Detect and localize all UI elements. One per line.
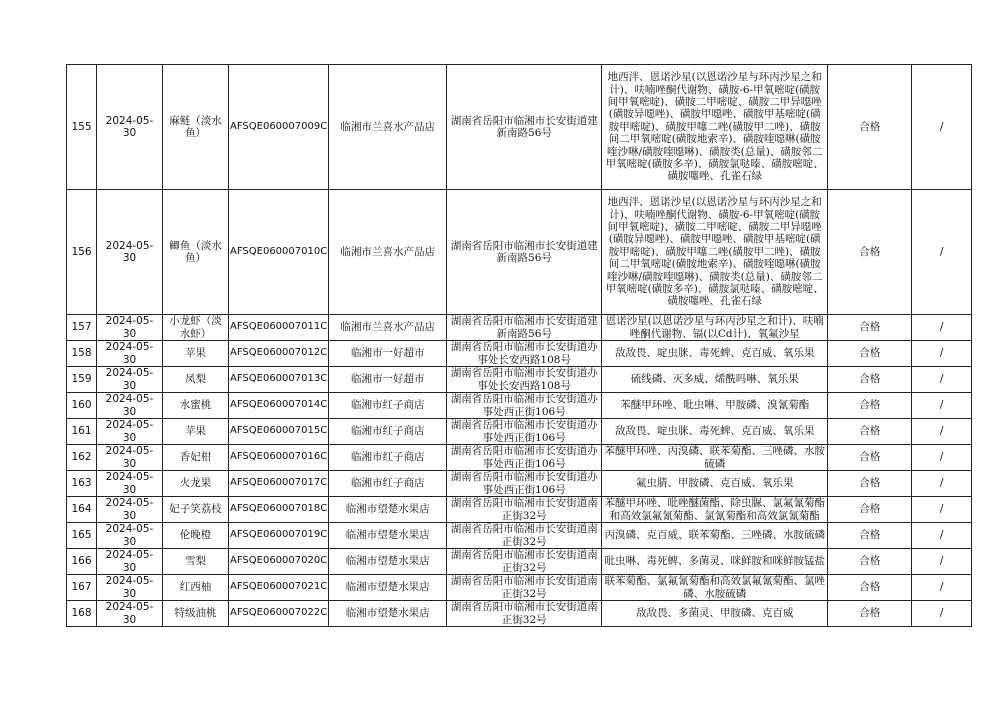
sample-code: AFSQE060007016C <box>229 445 329 471</box>
store-name: 临湘市一好超市 <box>329 367 447 393</box>
table-row <box>67 367 972 393</box>
table-row <box>67 190 972 315</box>
test-items: 硫线磷、灭多威、烯酰吗啉、氧乐果 <box>602 367 828 393</box>
test-result: 合格 <box>828 341 912 367</box>
store-address: 湖南省岳阳市临湘市长安街道建新南路56号 <box>447 315 602 341</box>
test-items: 氟虫腈、甲胺磷、克百威、氧乐果 <box>602 471 828 497</box>
row-number: 165 <box>67 523 97 549</box>
sample-code: AFSQE060007009C <box>229 65 329 190</box>
sampling-date: 2024-05-30 <box>97 419 163 445</box>
remark: / <box>912 471 972 497</box>
row-number: 157 <box>67 315 97 341</box>
remark: / <box>912 315 972 341</box>
table-row <box>67 575 972 601</box>
store-address: 湖南省岳阳市临湘市长安街道南正街32号 <box>447 523 602 549</box>
product-name: 麻鲢（淡水鱼） <box>163 65 229 190</box>
product-name: 香妃柑 <box>163 445 229 471</box>
sampling-date: 2024-05-30 <box>97 445 163 471</box>
table-body <box>67 65 972 627</box>
test-result: 合格 <box>828 549 912 575</box>
sample-code: AFSQE060007011C <box>229 315 329 341</box>
table-row <box>67 419 972 445</box>
sample-code: AFSQE060007012C <box>229 341 329 367</box>
store-address: 湖南省岳阳市临湘市长安街道办事处西正街106号 <box>447 393 602 419</box>
store-address: 湖南省岳阳市临湘市长安街道办事处西正街106号 <box>447 445 602 471</box>
store-name: 临湘市红子商店 <box>329 445 447 471</box>
sampling-date: 2024-05-30 <box>97 393 163 419</box>
test-result: 合格 <box>828 471 912 497</box>
store-address: 湖南省岳阳市临湘市长安街道办事处西正街106号 <box>447 419 602 445</box>
test-result: 合格 <box>828 601 912 627</box>
product-name: 苹果 <box>163 341 229 367</box>
test-items: 敌敌畏、多菌灵、甲胺磷、克百威 <box>602 601 828 627</box>
store-name: 临湘市兰喜水产品店 <box>329 315 447 341</box>
sample-code: AFSQE060007015C <box>229 419 329 445</box>
remark: / <box>912 419 972 445</box>
sample-code: AFSQE060007019C <box>229 523 329 549</box>
test-items: 恩诺沙星(以恩诺沙星与环丙沙星之和计)、呋喃唑酮代谢物、镉(以Cd计)、氧氟沙星 <box>602 315 828 341</box>
remark: / <box>912 445 972 471</box>
row-number: 161 <box>67 419 97 445</box>
test-result: 合格 <box>828 367 912 393</box>
test-items: 地西泮、恩诺沙星(以恩诺沙星与环丙沙星之和计)、呋喃唑酮代谢物、磺胺-6-甲氧嘧啶(磺胺间甲氧嘧啶)、磺胺二甲嘧啶、磺胺二甲异噁唑(磺胺异噁唑)、磺胺甲噁唑、磺胺甲基嘧啶(磺胺甲嘧啶)、磺胺甲噻二唑(磺胺甲二唑)、磺胺间二甲氧嘧啶(磺胺地索辛)、磺胺喹噁啉(磺胺喹沙啉/磺胺喹噁啉)、磺胺类(总量)、磺胺邻二甲氧嘧啶(磺胺多辛)、磺胺氯哒嗪、磺胺嘧啶、磺胺噻唑、孔雀石绿 <box>602 65 828 190</box>
row-number: 163 <box>67 471 97 497</box>
remark: / <box>912 190 972 315</box>
product-name: 雪梨 <box>163 549 229 575</box>
product-name: 水蜜桃 <box>163 393 229 419</box>
sampling-date: 2024-05-30 <box>97 367 163 393</box>
test-items: 联苯菊酯、氯氟氰菊酯和高效氯氟氰菊酯、氯唑磷、水胺硫磷 <box>602 575 828 601</box>
store-address: 湖南省岳阳市临湘市长安街道建新南路56号 <box>447 190 602 315</box>
test-result: 合格 <box>828 190 912 315</box>
sample-code: AFSQE060007018C <box>229 497 329 523</box>
remark: / <box>912 549 972 575</box>
store-address: 湖南省岳阳市临湘市长安街道南正街32号 <box>447 497 602 523</box>
remark: / <box>912 601 972 627</box>
row-number: 167 <box>67 575 97 601</box>
test-items: 敌敌畏、啶虫脒、毒死蜱、克百威、氧乐果 <box>602 341 828 367</box>
product-name: 伦晚橙 <box>163 523 229 549</box>
store-address: 湖南省岳阳市临湘市长安街道南正街32号 <box>447 601 602 627</box>
sampling-date: 2024-05-30 <box>97 315 163 341</box>
store-address: 湖南省岳阳市临湘市长安街道办事处长安西路108号 <box>447 367 602 393</box>
test-result: 合格 <box>828 393 912 419</box>
test-items: 丙溴磷、克百威、联苯菊酯、三唑磷、水胺硫磷 <box>602 523 828 549</box>
store-address: 湖南省岳阳市临湘市长安街道办事处西正街106号 <box>447 471 602 497</box>
product-name: 妃子笑荔枝 <box>163 497 229 523</box>
sampling-date: 2024-05-30 <box>97 601 163 627</box>
test-result: 合格 <box>828 315 912 341</box>
test-items: 吡虫啉、毒死蜱、多菌灵、咪鲜胺和咪鲜胺锰盐 <box>602 549 828 575</box>
store-name: 临湘市望楚水果店 <box>329 549 447 575</box>
test-result: 合格 <box>828 575 912 601</box>
remark: / <box>912 393 972 419</box>
product-name: 火龙果 <box>163 471 229 497</box>
product-name: 鲫鱼（淡水鱼） <box>163 190 229 315</box>
table-row <box>67 523 972 549</box>
store-name: 临湘市望楚水果店 <box>329 523 447 549</box>
inspection-results-table <box>66 64 972 627</box>
test-items: 苯醚甲环唑、吡虫啉、甲胺磷、溴氰菊酯 <box>602 393 828 419</box>
test-items: 敌敌畏、啶虫脒、毒死蜱、克百威、氧乐果 <box>602 419 828 445</box>
product-name: 特级油桃 <box>163 601 229 627</box>
remark: / <box>912 497 972 523</box>
row-number: 160 <box>67 393 97 419</box>
store-address: 湖南省岳阳市临湘市长安街道建新南路56号 <box>447 65 602 190</box>
table-row <box>67 65 972 190</box>
store-address: 湖南省岳阳市临湘市长安街道办事处长安西路108号 <box>447 341 602 367</box>
row-number: 168 <box>67 601 97 627</box>
test-result: 合格 <box>828 497 912 523</box>
test-items: 苯醚甲环唑、丙溴磷、联苯菊酯、三唑磷、水胺硫磷 <box>602 445 828 471</box>
remark: / <box>912 575 972 601</box>
sampling-date: 2024-05-30 <box>97 497 163 523</box>
store-address: 湖南省岳阳市临湘市长安街道南正街32号 <box>447 549 602 575</box>
row-number: 162 <box>67 445 97 471</box>
sampling-date: 2024-05-30 <box>97 523 163 549</box>
test-result: 合格 <box>828 65 912 190</box>
test-items: 地西泮、恩诺沙星(以恩诺沙星与环丙沙星之和计)、呋喃唑酮代谢物、磺胺-6-甲氧嘧啶(磺胺间甲氧嘧啶)、磺胺二甲嘧啶、磺胺二甲异噁唑(磺胺异噁唑)、磺胺甲噁唑、磺胺甲基嘧啶(磺胺甲嘧啶)、磺胺甲噻二唑(磺胺甲二唑)、磺胺间二甲氧嘧啶(磺胺地索辛)、磺胺喹噁啉(磺胺喹沙啉/磺胺喹噁啉)、磺胺类(总量)、磺胺邻二甲氧嘧啶(磺胺多辛)、磺胺氯哒嗪、磺胺嘧啶、磺胺噻唑、孔雀石绿 <box>602 190 828 315</box>
sampling-date: 2024-05-30 <box>97 341 163 367</box>
product-name: 小龙虾（淡水虾） <box>163 315 229 341</box>
sample-code: AFSQE060007010C <box>229 190 329 315</box>
sample-code: AFSQE060007017C <box>229 471 329 497</box>
sampling-date: 2024-05-30 <box>97 575 163 601</box>
row-number: 155 <box>67 65 97 190</box>
remark: / <box>912 523 972 549</box>
table-row <box>67 497 972 523</box>
sample-code: AFSQE060007014C <box>229 393 329 419</box>
sampling-date: 2024-05-30 <box>97 65 163 190</box>
sampling-date: 2024-05-30 <box>97 190 163 315</box>
product-name: 苹果 <box>163 419 229 445</box>
sample-code: AFSQE060007021C <box>229 575 329 601</box>
test-items: 苯醚甲环唑、吡唑醚菌酯、除虫脲、氯氟氰菊酯和高效氯氟氰菊酯、氯氰菊酯和高效氯氰菊酯 <box>602 497 828 523</box>
test-result: 合格 <box>828 445 912 471</box>
table-row <box>67 445 972 471</box>
row-number: 159 <box>67 367 97 393</box>
store-name: 临湘市望楚水果店 <box>329 601 447 627</box>
sampling-date: 2024-05-30 <box>97 471 163 497</box>
sampling-date: 2024-05-30 <box>97 549 163 575</box>
remark: / <box>912 341 972 367</box>
row-number: 166 <box>67 549 97 575</box>
store-name: 临湘市兰喜水产品店 <box>329 190 447 315</box>
row-number: 158 <box>67 341 97 367</box>
remark: / <box>912 65 972 190</box>
store-name: 临湘市望楚水果店 <box>329 575 447 601</box>
remark: / <box>912 367 972 393</box>
table-row <box>67 549 972 575</box>
store-name: 临湘市红子商店 <box>329 419 447 445</box>
store-name: 临湘市红子商店 <box>329 393 447 419</box>
sample-code: AFSQE060007020C <box>229 549 329 575</box>
sample-code: AFSQE060007022C <box>229 601 329 627</box>
store-name: 临湘市望楚水果店 <box>329 497 447 523</box>
store-name: 临湘市一好超市 <box>329 341 447 367</box>
row-number: 156 <box>67 190 97 315</box>
table-row <box>67 471 972 497</box>
store-name: 临湘市红子商店 <box>329 471 447 497</box>
store-name: 临湘市兰喜水产品店 <box>329 65 447 190</box>
product-name: 红西柚 <box>163 575 229 601</box>
sample-code: AFSQE060007013C <box>229 367 329 393</box>
product-name: 凤梨 <box>163 367 229 393</box>
table-row <box>67 341 972 367</box>
test-result: 合格 <box>828 523 912 549</box>
table-row <box>67 601 972 627</box>
test-result: 合格 <box>828 419 912 445</box>
table-row <box>67 315 972 341</box>
store-address: 湖南省岳阳市临湘市长安街道南正街32号 <box>447 575 602 601</box>
table-row <box>67 393 972 419</box>
row-number: 164 <box>67 497 97 523</box>
